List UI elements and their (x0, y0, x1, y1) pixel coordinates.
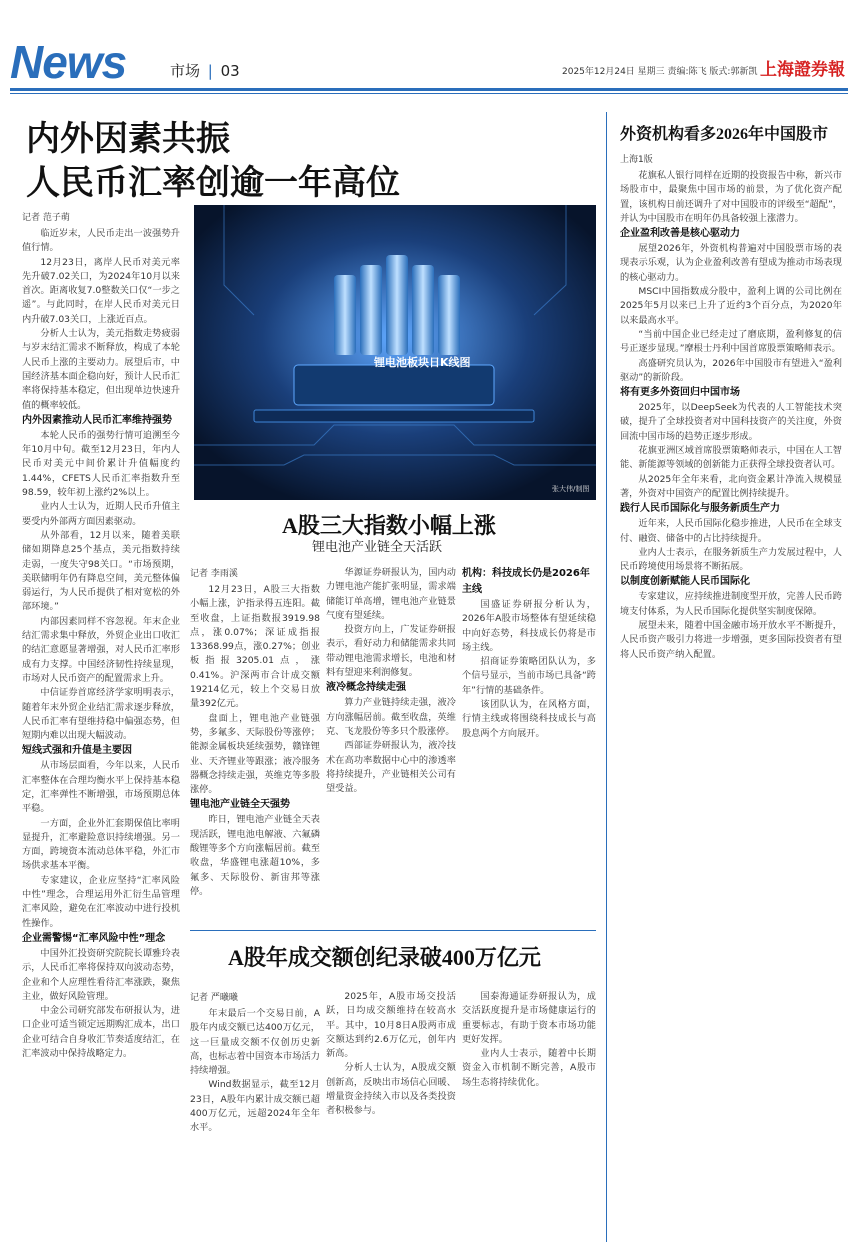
market-paragraph: 昨日，锂电池产业链全天表现活跃，锂电池电解液、六氟磷酸锂等多个方向涨幅居前。截至收盘，华盛锂电涨超10%，多氟多、天际股份、新宙邦等涨停。 (190, 814, 320, 897)
market-paragraph: 国盛证券研报分析认为，2026年A股市场整体有望延续稳中向好态势，科技成长仍将是市场主线。 (462, 599, 596, 653)
outlook-paragraph: 近年来，人民币国际化稳步推进，人民币在全球支付、融资、储备中的占比持续提升。 (620, 518, 842, 544)
outlook-subhead: 将有更多外资回归中国市场 (620, 387, 740, 399)
outlook-paragraph: 专家建议，应持续推进制度型开放，完善人民币跨境支付体系，为人民币国际化提供坚实制度保障。 (620, 591, 842, 617)
lead-paragraph: 专家建议，企业应坚持“汇率风险中性”理念，合理运用外汇衍生品管理汇率风险，避免在汇率波动中进行投机性操作。 (22, 874, 180, 929)
market-subhead: 液冷概念持续走强 (326, 682, 406, 694)
section-label: 市场 | 03 (170, 62, 240, 80)
market-paragraph: 12月23日，A股三大指数小幅上涨，沪指录得五连阳。截至收盘，上证指数报3919.98点，涨0.07%；深证成指报13368.99点，涨0.27%；创业板指报3205.01点，涨0.41%。沪深两市合计成交额19214亿元，较上个交易日放量392亿元。 (190, 584, 320, 710)
outlook-paragraph: 高盛研究员认为，2026年中国股市有望进入“盈利驱动”的新阶段。 (620, 357, 842, 383)
outlook-paragraph: 展望2026年，外资机构普遍对中国股票市场的表现表示乐观，认为企业盈利改善有望成为推动市场表现的核心驱动力。 (620, 243, 842, 283)
page-number: 03 (220, 62, 240, 80)
volume-paragraph: 业内人士表示，随着中长期资金入市机制不断完善，A股市场生态将持续优化。 (462, 1048, 596, 1088)
photo-caption: 锂电池板块日K线图 (374, 356, 471, 369)
volume-paragraph: 分析人士认为，A股成交额创新高，反映出市场信心回暖、增量资金持续入市以及各类投资者积极参与。 (326, 1062, 456, 1117)
masthead-rule (10, 88, 848, 91)
market-paragraph: 招商证券策略团队认为，多个信号显示，当前市场已具备“跨年”行情的基础条件。 (462, 656, 596, 696)
lead-headline (26, 118, 400, 206)
lead-title-line1: 内外因素共振 (26, 121, 230, 158)
lead-subhead: 企业需警惕“汇率风险中性”理念 (22, 932, 166, 944)
market-article-col3 (462, 566, 596, 741)
photo-credit: 张大伟/制图 (552, 485, 590, 493)
section-divider (190, 930, 596, 931)
lead-paragraph: 从市场层面看，今年以来，人民币汇率整体在合理均衡水平上保持基本稳定，汇率弹性不断增强，市场预期总体平稳。 (22, 760, 180, 815)
volume-paragraph: Wind数据显示，截至12月23日，A股年内累计成交额已超400万亿元，远超2024年全年水平。 (190, 1079, 320, 1134)
dateline: 2025年12月24日 星期三 责编:陈飞 版式:郭新凯 (562, 67, 758, 77)
outlook-paragraph: 花旗亚洲区域首席股票策略师表示，中国在人工智能、新能源等领域的创新能力正获得全球投资者认可。 (620, 445, 842, 471)
outlook-paragraph: 花旗私人银行同样在近期的投资报告中称，新兴市场股市中，最聚焦中国市场的前景，为了优化资产配置，该机构日前还调升了对中国股市的评级至“超配”，并认为中国股市在明年仍具备较强上涨潜力。 (620, 170, 842, 224)
lead-paragraph: 一方面，企业外汇套期保值比率明显提升，汇率避险意识持续增强。另一方面，跨境资本流动总体平稳，外汇市场供求基本平衡。 (22, 817, 180, 872)
lead-title-line2: 人民币汇率创逾一年高位 (26, 165, 400, 202)
lead-paragraph: 临近岁末，人民币走出一波强势升值行情。 (22, 228, 180, 254)
newspaper-brand: 上海證券報 (760, 60, 845, 79)
volume-article-col3 (462, 990, 596, 1090)
market-paragraph: 该团队认为，在风格方面，行情主线或将围绕科技成长与高股息两个方向展开。 (462, 699, 596, 739)
lead-paragraph: 分析人士认为，美元指数走势疲弱与岁末结汇需求不断释放，构成了本轮人民币上涨的主要动力。展望后市，中国经济基本面企稳向好，预计人民币汇率将保持基本稳定，但出现单边快速升值的概率较低。 (22, 328, 180, 411)
market-byline: 记者 李雨溪 (190, 569, 238, 579)
section-name: 市场 (170, 62, 201, 80)
outlook-paragraph: “当前中国企业已经走过了磨底期，盈利修复的信号正逐步显现。”摩根士丹利中国首席股票策略师表示。 (620, 328, 842, 355)
volume-paragraph: 国泰海通证券研报认为，成交活跃度提升是市场健康运行的重要标志，有助于资本市场功能更好发挥。 (462, 991, 596, 1045)
lead-paragraph: 中信证券首席经济学家明明表示，随着年末外贸企业结汇需求逐步释放，人民币汇率有望维持稳中偏强态势，但短期内难以出现大幅波动。 (22, 687, 180, 742)
outlook-article (620, 152, 842, 662)
outlook-paragraph: 从2025年全年来看，北向资金累计净流入规模显著，外资对中国资产的配置比例持续提升。 (620, 473, 842, 499)
volume-headline: A股年成交额创纪录破400万亿元 (228, 945, 541, 970)
lithium-battery-photo (194, 205, 596, 500)
market-subhead: 机构：科技成长仍是2026年主线 (462, 568, 590, 595)
market-article-col2 (326, 566, 456, 796)
lead-paragraph: 业内人士认为，近期人民币升值主要受内外部两方面因素驱动。 (22, 501, 180, 527)
market-article-col1 (190, 566, 320, 899)
volume-paragraph: 年末最后一个交易日前，A股年内成交额已达400万亿元，这一巨量成交额不仅创历史新高，也标志着中国资本市场活力持续增强。 (190, 1008, 320, 1077)
outlook-subhead: 以制度创新赋能人民币国际化 (620, 576, 750, 588)
outlook-subhead: 践行人民币国际化与服务新质生产力 (620, 503, 780, 515)
volume-paragraph: 2025年，A股市场交投活跃，日均成交额维持在较高水平。其中，10月8日A股两市成交额达到约2.6万亿元，创年内新高。 (326, 991, 456, 1060)
outlook-paragraph: 2025年，以DeepSeek为代表的人工智能技术突破，提升了全球投资者对中国科技资产的关注度，外资回流中国市场的趋势正逐步形成。 (620, 402, 842, 442)
lead-paragraph: 从外部看，12月以来，随着美联储如期降息25个基点，美元指数持续走弱，一度失守98关口。“市场预期，美联储明年仍有降息空间，美元整体偏弱运行，为人民币提供了相对宽松的外部环境。” (22, 529, 180, 613)
outlook-paragraph: MSCI中国指数成分股中，盈利上调的公司比例在2025年5月以来已上升了近约3个百分点，为2020年以来最高水平。 (620, 286, 842, 326)
lead-paragraph: 中国外汇投资研究院院长谭雅玲表示，人民币汇率将保持双向波动态势，企业和个人应理性看待汇率涨跌，聚焦主业，做好风险管理。 (22, 947, 180, 1002)
market-paragraph: 西部证券研报认为，液冷技术在高功率数据中心中的渗透率将持续提升，产业链相关公司有望受益。 (326, 740, 456, 795)
lead-subhead: 短线式强和升值是主要因 (22, 745, 132, 757)
outlook-headline: 外资机构看多2026年中国股市 (620, 126, 829, 143)
lead-paragraph: 12月23日，离岸人民币对美元率先升破7.02关口，为2024年10月以来首次。距离收复7.0整数关口仅“一步之遥”。与此同时，在岸人民币对美元日内升破7.03关口，上涨近百点。 (22, 256, 180, 325)
lead-paragraph: 中金公司研究部发布研报认为，进口企业可适当锁定远期购汇成本，出口企业可结合自身收汇节奏适度结汇，在汇率波动中保持战略定力。 (22, 1005, 180, 1060)
outlook-subhead: 企业盈利改善是核心驱动力 (620, 228, 740, 240)
masthead-logo: News (10, 36, 127, 88)
lead-paragraph: 本轮人民币的强势行情可追溯至今年10月中旬。截至12月23日，年内人民币对美元中间价累计升值幅度约1.44%，CFETS人民币汇率指数升至98.59，较年初上涨约2%以上。 (22, 429, 180, 499)
market-paragraph: 华源证券研报认为，国内动力锂电池产能扩张明显，需求端储能订单高增，锂电池产业链景气度有望延续。 (326, 567, 456, 621)
lead-paragraph: 内部因素同样不容忽视。年末企业结汇需求集中释放，外贸企业出口收汇的结汇意愿显著增强，对人民币汇率形成有力支撑。中国经济韧性持续显现，市场对人民币资产的配置需求上升。 (22, 615, 180, 684)
lead-article (22, 210, 180, 1061)
market-paragraph: 盘面上，锂电池产业链强势，多氟多、天际股份等涨停；能源金属板块延续强势，赣锋锂业、天齐锂业等跟涨；液冷服务器概念持续走强，英维克等多股涨停。 (190, 712, 320, 796)
volume-byline: 记者 严曦曦 (190, 993, 238, 1003)
outlook-paragraph: 展望未来，随着中国金融市场开放水平不断提升，人民币资产吸引力将进一步增强，更多国际投资者有望将人民币资产纳入配置。 (620, 620, 842, 660)
column-divider (606, 112, 607, 1242)
market-paragraph: 投资方向上，广发证券研报表示，看好动力和储能需求共同带动锂电池需求增长，电池和材料有望迎来利润修复。 (326, 624, 456, 679)
market-subhead: 锂电池产业链全天强势 (190, 799, 290, 811)
lead-byline: 记者 范子萌 (22, 213, 70, 223)
lead-subhead: 内外因素推动人民币汇率维持强势 (22, 414, 172, 426)
market-subheadline: 锂电池产业链全天活跃 (312, 540, 443, 555)
outlook-paragraph: 业内人士表示，在服务新质生产力发展过程中，人民币跨境使用场景将不断拓展。 (620, 546, 842, 573)
volume-article-col1 (190, 990, 320, 1136)
volume-article-col2 (326, 990, 456, 1119)
market-headline: A股三大指数小幅上涨 (282, 513, 496, 538)
circuit-board-illustration (194, 205, 596, 500)
masthead-rule-thin (10, 93, 848, 94)
outlook-byline: 上海1版 (620, 155, 653, 165)
market-paragraph: 算力产业链持续走强，液冷方向涨幅居前。截至收盘，英维克、飞龙股份等多只个股涨停。 (326, 697, 456, 737)
